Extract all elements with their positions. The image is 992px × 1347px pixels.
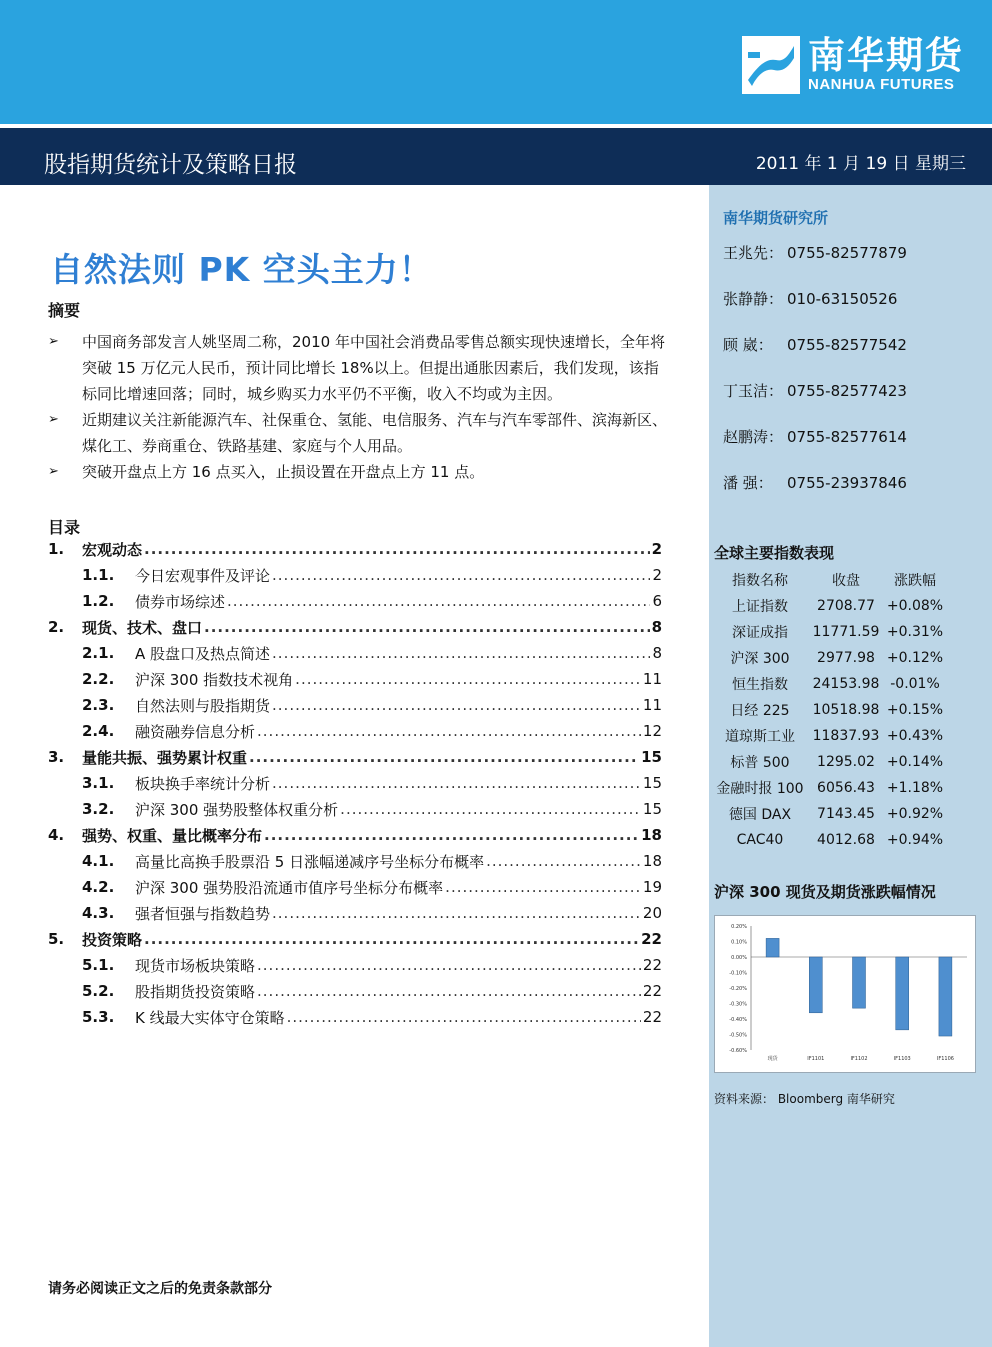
toc-entry[interactable] bbox=[48, 562, 662, 588]
index-col-close: 收盘 bbox=[832, 573, 860, 589]
toc-page-number: 22 bbox=[642, 1008, 662, 1026]
toc-number: 5.3. bbox=[82, 1008, 115, 1026]
toc-title: 自然法则与股指期货 bbox=[135, 696, 271, 715]
toc-number: 5.2. bbox=[82, 982, 115, 1000]
contact-name: 赵鹏涛： bbox=[723, 428, 784, 446]
toc-entry[interactable] bbox=[48, 692, 662, 718]
y-tick-label: -0.60% bbox=[729, 1048, 747, 1054]
y-tick-label: -0.20% bbox=[729, 986, 747, 992]
index-close-cell: 1295.02 bbox=[817, 754, 875, 770]
index-row bbox=[714, 749, 944, 775]
toc-page-number: 15 bbox=[642, 800, 662, 818]
index-table-title: 全球主要指数表现 bbox=[714, 544, 835, 562]
y-tick-label: -0.50% bbox=[729, 1032, 747, 1039]
header-band bbox=[0, 0, 992, 124]
x-tick-label: IF1103 bbox=[893, 1056, 911, 1062]
toc-leader-dots bbox=[227, 592, 650, 610]
index-row bbox=[714, 645, 944, 671]
summary-text: 近期建议关注新能源汽车、社保重仓、氢能、电信服务、汽车与汽车零部件、滨海新区、煤化工、券商重仓、铁路基建、家庭与个人用品。 bbox=[82, 411, 668, 455]
toc-leader-dots bbox=[257, 722, 641, 740]
toc-number: 2.1. bbox=[82, 644, 115, 662]
index-name-cell: 恒生指数 bbox=[732, 677, 788, 693]
toc-leader-dots bbox=[272, 566, 650, 584]
toc-entry[interactable] bbox=[48, 718, 662, 744]
index-name-cell: 德国 DAX bbox=[728, 807, 792, 823]
toc-page-number: 12 bbox=[642, 722, 662, 740]
toc-title: 投资策略 bbox=[82, 930, 143, 949]
summary-item bbox=[48, 407, 668, 459]
toc-number: 2.2. bbox=[82, 670, 115, 688]
toc-page-number: 8 bbox=[652, 644, 662, 662]
toc-number: 4. bbox=[48, 826, 65, 844]
y-tick-label: 0.00% bbox=[731, 955, 747, 961]
toc-number: 1.2. bbox=[82, 592, 115, 610]
index-name-cell: 上证指数 bbox=[732, 599, 788, 615]
contact-item bbox=[723, 381, 907, 427]
table-of-contents bbox=[48, 536, 662, 1030]
bar-IF1106 bbox=[939, 957, 952, 1036]
index-table bbox=[714, 567, 944, 853]
toc-leader-dots bbox=[249, 748, 639, 766]
toc-title: 沪深 300 指数技术视角 bbox=[135, 670, 294, 689]
toc-number: 5. bbox=[48, 930, 65, 948]
arrow-bullet-icon: ➢ bbox=[48, 412, 59, 427]
right-sidebar bbox=[709, 185, 992, 1347]
toc-page-number: 20 bbox=[642, 904, 662, 922]
change-bar-chart bbox=[714, 915, 976, 1073]
summary-heading: 摘要 bbox=[48, 301, 81, 320]
toc-entry[interactable] bbox=[48, 744, 662, 770]
arrow-bullet-icon: ➢ bbox=[48, 334, 59, 349]
index-col-name: 指数名称 bbox=[732, 573, 788, 589]
toc-entry[interactable] bbox=[48, 978, 662, 1004]
x-tick-label: IF1106 bbox=[936, 1056, 954, 1062]
contact-phone: 0755-82577423 bbox=[787, 382, 907, 400]
index-change-cell: +0.43% bbox=[886, 728, 944, 744]
y-tick-label: 0.20% bbox=[731, 924, 747, 930]
toc-leader-dots bbox=[144, 540, 650, 558]
index-close-cell: 2708.77 bbox=[817, 598, 875, 614]
y-tick-label: -0.10% bbox=[729, 970, 747, 977]
toc-entry[interactable] bbox=[48, 874, 662, 900]
index-col-change: 涨跌幅 bbox=[894, 573, 936, 589]
bar-现货 bbox=[766, 938, 779, 957]
index-close-cell: 4012.68 bbox=[817, 832, 875, 848]
report-title: 股指期货统计及策略日报 bbox=[44, 152, 297, 178]
toc-page-number: 2 bbox=[651, 540, 662, 558]
contact-item bbox=[723, 243, 907, 289]
toc-entry[interactable] bbox=[48, 770, 662, 796]
index-name-cell: 标普 500 bbox=[730, 755, 790, 771]
toc-title: 今日宏观事件及评论 bbox=[135, 566, 271, 585]
toc-number: 3.1. bbox=[82, 774, 115, 792]
index-name-cell: 深证成指 bbox=[732, 625, 788, 641]
toc-entry[interactable] bbox=[48, 1004, 662, 1030]
toc-leader-dots bbox=[272, 904, 641, 922]
index-close-cell: 7143.45 bbox=[817, 806, 875, 822]
index-row bbox=[714, 593, 944, 619]
toc-number: 4.1. bbox=[82, 852, 115, 870]
index-row bbox=[714, 697, 944, 723]
toc-leader-dots bbox=[272, 696, 641, 714]
index-name-cell: 日经 225 bbox=[730, 703, 790, 719]
toc-page-number: 6 bbox=[652, 592, 662, 610]
summary-item bbox=[48, 329, 668, 407]
index-change-cell: +0.12% bbox=[886, 650, 944, 666]
bar-IF1103 bbox=[896, 957, 909, 1030]
contact-phone: 0755-23937846 bbox=[787, 474, 907, 492]
y-tick-label: -0.30% bbox=[729, 1001, 747, 1008]
index-row bbox=[714, 619, 944, 645]
contact-name: 张静静： bbox=[723, 290, 784, 308]
index-change-cell: +0.94% bbox=[886, 832, 944, 848]
toc-leader-dots bbox=[204, 618, 650, 636]
toc-entry[interactable] bbox=[48, 536, 662, 562]
toc-leader-dots bbox=[272, 774, 641, 792]
toc-number: 2.3. bbox=[82, 696, 115, 714]
report-date: 2011 年 1 月 19 日 星期三 bbox=[755, 154, 966, 174]
toc-leader-dots bbox=[340, 800, 641, 818]
index-close-cell: 11837.93 bbox=[812, 728, 880, 744]
index-change-cell: -0.01% bbox=[890, 676, 940, 692]
index-change-cell: +0.31% bbox=[886, 624, 944, 640]
toc-leader-dots bbox=[287, 1008, 641, 1026]
toc-leader-dots bbox=[445, 878, 641, 896]
toc-number: 3. bbox=[48, 748, 65, 766]
toc-page-number: 15 bbox=[641, 748, 662, 766]
index-name-cell: 沪深 300 bbox=[730, 651, 790, 667]
logo-chinese-name: 南华期货 bbox=[808, 34, 964, 77]
toc-number: 2. bbox=[48, 618, 65, 636]
toc-title: 高量比高换手股票沿 5 日涨幅递减序号坐标分布概率 bbox=[135, 852, 485, 871]
toc-leader-dots bbox=[272, 644, 650, 662]
toc-title: 强者恒强与指数趋势 bbox=[135, 904, 271, 923]
toc-heading: 目录 bbox=[48, 518, 81, 537]
toc-entry[interactable] bbox=[48, 588, 662, 614]
index-change-cell: +0.08% bbox=[886, 598, 944, 614]
contact-item bbox=[723, 473, 907, 519]
disclaimer-note: 请务必阅读正文之后的免责条款部分 bbox=[48, 1281, 272, 1297]
x-tick-label: 现货 bbox=[767, 1056, 778, 1062]
toc-page-number: 2 bbox=[652, 566, 662, 584]
contact-name: 丁玉洁： bbox=[723, 382, 784, 400]
toc-title: 强势、权重、量比概率分布 bbox=[82, 826, 263, 845]
toc-page-number: 11 bbox=[642, 696, 662, 714]
toc-page-number: 22 bbox=[641, 930, 662, 948]
toc-number: 2.4. bbox=[82, 722, 115, 740]
x-tick-label: IF1101 bbox=[807, 1056, 825, 1062]
headline: 自然法则 PK 空头主力！ bbox=[50, 250, 433, 289]
toc-title: 量能共振、强势累计权重 bbox=[82, 748, 248, 767]
toc-leader-dots bbox=[257, 982, 641, 1000]
contact-phone: 0755-82577614 bbox=[787, 428, 907, 446]
logo-english-name: NANHUA FUTURES bbox=[808, 76, 955, 93]
chart-title: 沪深 300 现货及期货涨跌幅情况 bbox=[714, 883, 936, 901]
index-change-cell: +1.18% bbox=[886, 780, 944, 796]
toc-title: 股指期货投资策略 bbox=[135, 982, 256, 1001]
toc-leader-dots bbox=[264, 826, 639, 844]
toc-page-number: 19 bbox=[642, 878, 662, 896]
toc-title: 板块换手率统计分析 bbox=[135, 774, 271, 793]
toc-title: 债券市场综述 bbox=[135, 592, 226, 611]
index-name-cell: CAC40 bbox=[736, 832, 784, 848]
toc-page-number: 22 bbox=[642, 982, 662, 1000]
toc-number: 1. bbox=[48, 540, 65, 558]
toc-page-number: 15 bbox=[642, 774, 662, 792]
index-close-cell: 24153.98 bbox=[812, 676, 880, 692]
data-source: 资料来源： Bloomberg 南华研究 bbox=[714, 1092, 895, 1106]
index-close-cell: 10518.98 bbox=[812, 702, 880, 718]
index-close-cell: 2977.98 bbox=[817, 650, 875, 666]
contact-name: 顾 崴： bbox=[723, 336, 773, 354]
toc-title: 沪深 300 强势股整体权重分析 bbox=[135, 800, 339, 819]
index-row bbox=[714, 723, 944, 749]
toc-entry[interactable] bbox=[48, 900, 662, 926]
index-name-cell: 金融时报 100 bbox=[716, 781, 804, 797]
toc-title: K 线最大实体守仓策略 bbox=[135, 1008, 285, 1027]
toc-number: 4.2. bbox=[82, 878, 115, 896]
toc-entry[interactable] bbox=[48, 926, 662, 952]
toc-page-number: 11 bbox=[642, 670, 662, 688]
index-name-cell: 道琼斯工业 bbox=[725, 729, 795, 745]
contact-list bbox=[723, 243, 907, 519]
index-table-header bbox=[714, 567, 944, 593]
toc-page-number: 8 bbox=[651, 618, 662, 636]
contact-name: 王兆先： bbox=[723, 244, 784, 262]
summary-text: 中国商务部发言人姚坚周二称，2010 年中国社会消费品零售总额实现快速增长，全年将突破 15 万亿元人民币，预计同比增长 18%以上。但提出通胀因素后，我们发现，该指标同比增速回落；同时，城乡购买力水平仍不平衡，收入不均或为主因。 bbox=[82, 333, 665, 403]
toc-title: 现货市场板块策略 bbox=[135, 956, 256, 975]
institute-name: 南华期货研究所 bbox=[723, 209, 829, 227]
toc-leader-dots bbox=[144, 930, 639, 948]
toc-entry[interactable] bbox=[48, 796, 662, 822]
toc-leader-dots bbox=[257, 956, 641, 974]
contact-item bbox=[723, 427, 907, 473]
toc-title: 现货、技术、盘口 bbox=[82, 618, 203, 637]
toc-entry[interactable] bbox=[48, 952, 662, 978]
index-close-cell: 11771.59 bbox=[812, 624, 880, 640]
toc-number: 1.1. bbox=[82, 566, 115, 584]
y-tick-label: 0.10% bbox=[731, 939, 747, 946]
toc-number: 5.1. bbox=[82, 956, 115, 974]
index-row bbox=[714, 801, 944, 827]
bar-IF1102 bbox=[853, 957, 866, 1008]
toc-title: A 股盘口及热点简述 bbox=[135, 644, 271, 663]
toc-leader-dots bbox=[486, 852, 641, 870]
summary-item bbox=[48, 459, 668, 485]
contact-phone: 010-63150526 bbox=[787, 290, 898, 308]
x-tick-label: IF1102 bbox=[850, 1056, 868, 1062]
index-row bbox=[714, 775, 944, 801]
index-change-cell: +0.15% bbox=[886, 702, 944, 718]
y-tick-label: -0.40% bbox=[729, 1017, 747, 1023]
toc-entry[interactable] bbox=[48, 666, 662, 692]
toc-entry[interactable] bbox=[48, 614, 662, 640]
logo-emblem-icon bbox=[742, 36, 800, 94]
contact-item bbox=[723, 289, 907, 335]
index-row bbox=[714, 671, 944, 697]
company-logo bbox=[742, 34, 964, 96]
report-title-bar bbox=[0, 124, 992, 185]
bar-IF1101 bbox=[809, 957, 822, 1013]
index-row bbox=[714, 827, 944, 853]
bar-chart-svg bbox=[715, 916, 975, 1072]
summary-text: 突破开盘点上方 16 点买入，止损设置在开盘点上方 11 点。 bbox=[82, 463, 485, 481]
contact-phone: 0755-82577879 bbox=[787, 244, 907, 262]
toc-page-number: 18 bbox=[641, 826, 662, 844]
toc-leader-dots bbox=[295, 670, 641, 688]
toc-number: 3.2. bbox=[82, 800, 115, 818]
index-change-cell: +0.92% bbox=[886, 806, 944, 822]
toc-number: 4.3. bbox=[82, 904, 115, 922]
toc-title: 融资融券信息分析 bbox=[135, 722, 256, 741]
contact-phone: 0755-82577542 bbox=[787, 336, 907, 354]
toc-entry[interactable] bbox=[48, 822, 662, 848]
toc-title: 沪深 300 强势股沿流通市值序号坐标分布概率 bbox=[135, 878, 444, 897]
toc-title: 宏观动态 bbox=[82, 540, 143, 559]
toc-entry[interactable] bbox=[48, 848, 662, 874]
arrow-bullet-icon: ➢ bbox=[48, 464, 59, 479]
toc-entry[interactable] bbox=[48, 640, 662, 666]
index-close-cell: 6056.43 bbox=[817, 780, 875, 796]
summary-list bbox=[48, 329, 668, 485]
toc-page-number: 18 bbox=[642, 852, 662, 870]
contact-item bbox=[723, 335, 907, 381]
toc-page-number: 22 bbox=[642, 956, 662, 974]
index-change-cell: +0.14% bbox=[886, 754, 944, 770]
contact-name: 潘 强： bbox=[723, 474, 773, 492]
